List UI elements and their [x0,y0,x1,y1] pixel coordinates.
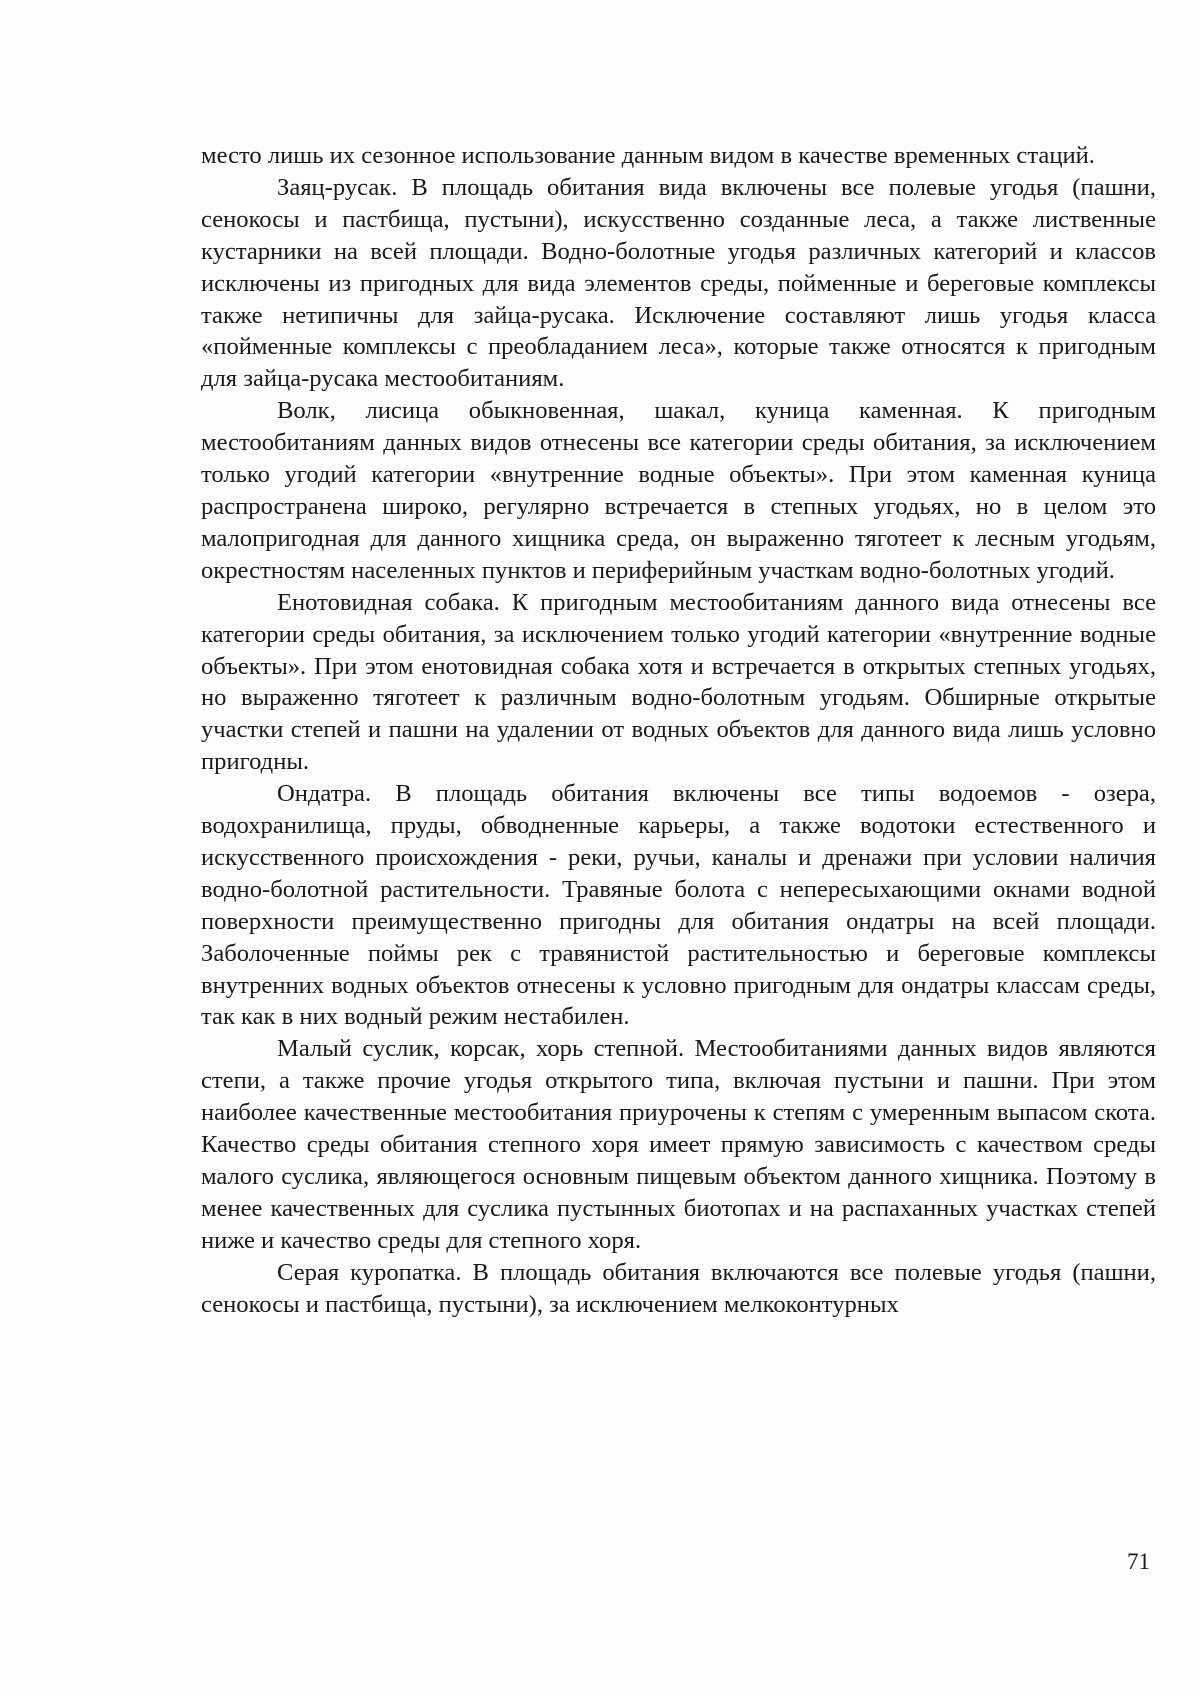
paragraph-ground-squirrel-corsac-polecat: Малый суслик, корсак, хорь степной. Местообитаниями данных видов являются степи, а также прочие угодья открытого типа, включая пустыни и пашни. При этом наиболее качественные местообитания приурочены к степям с умеренным выпасом скота. Качество среды обитания степного хоря имеет прямую зависимость с качеством среды малого суслика, являющегося основным пищевым объектом данного хищника. Поэтому в менее качественных для суслика пустынных биотопах и на распаханных участках степей ниже и качество среды для степного хоря. [201,1035,1156,1254]
paragraph-muskrat: Ондатра. В площадь обитания включены все типы водоемов - озера, водохранилища, пруды, обводненные карьеры, а также водотоки естественного и искусственного происхождения - реки, ручьи, каналы и дренажи при условии наличия водно-болотной растительности. Травяные болота с непересыхающими окнами водной поверхности преимущественно пригодны для обитания ондатры на всей площади. Заболоченные поймы рек с травянистой растительностью и береговые комплексы внутренних водных объектов отнесены к условно пригодным для ондатры классам среды, так как в них водный режим нестабилен. [201,780,1156,1031]
paragraph-hare: Заяц-русак. В площадь обитания вида включены все полевые угодья (пашни, сенокосы и пастбища, пустыни), искусственно созданные леса, а также лиственные кустарники на всей площади. Водно-болотные угодья различных категорий и классов исключены из пригодных для вида элементов среды, пойменные и береговые комплексы также нетипичны для зайца-русака. Исключение составляют лишь угодья класса «пойменные комплексы с преобладанием леса», которые также относятся к пригодным для зайца-русака местообитаниям. [201,173,1156,393]
body-text [201,140,1156,1321]
paragraph-wolf-fox-jackal-marten: Волк, лисица обыкновенная, шакал, куница каменная. К пригодным местообитаниям данных видов отнесены все категории среды обитания, за исключением только угодий категории «внутренние водные объекты». При этом каменная куница распространена широко, регулярно встречается в степных угодьях, но в целом это малопригодная для данного хищника среда, он выраженно тяготеет к лесным угодьям, окрестностям населенных пунктов и периферийным участкам водно-болотных угодий. [201,397,1156,584]
paragraph-grey-partridge: Серая куропатка. В площадь обитания включаются все полевые угодья (пашни, сенокосы и пастбища, пустыни), за исключением мелкоконтурных [201,1258,1156,1318]
paragraph-raccoon-dog: Енотовидная собака. К пригодным местообитаниям данного вида отнесены все категории среды обитания, за исключением только угодий категории «внутренние водные объекты». При этом енотовидная собака хотя и встречается в открытых степных угодьях, но выраженно тяготеет к различным водно-болотным угодьям. Обширные открытые участки степей и пашни на удалении от водных объектов для данного вида лишь условно пригодны. [201,588,1156,776]
page-number: 71 [1127,1549,1150,1574]
paragraph-continuation: место лишь их сезонное использование данным видом в качестве временных стаций. [201,142,1095,169]
